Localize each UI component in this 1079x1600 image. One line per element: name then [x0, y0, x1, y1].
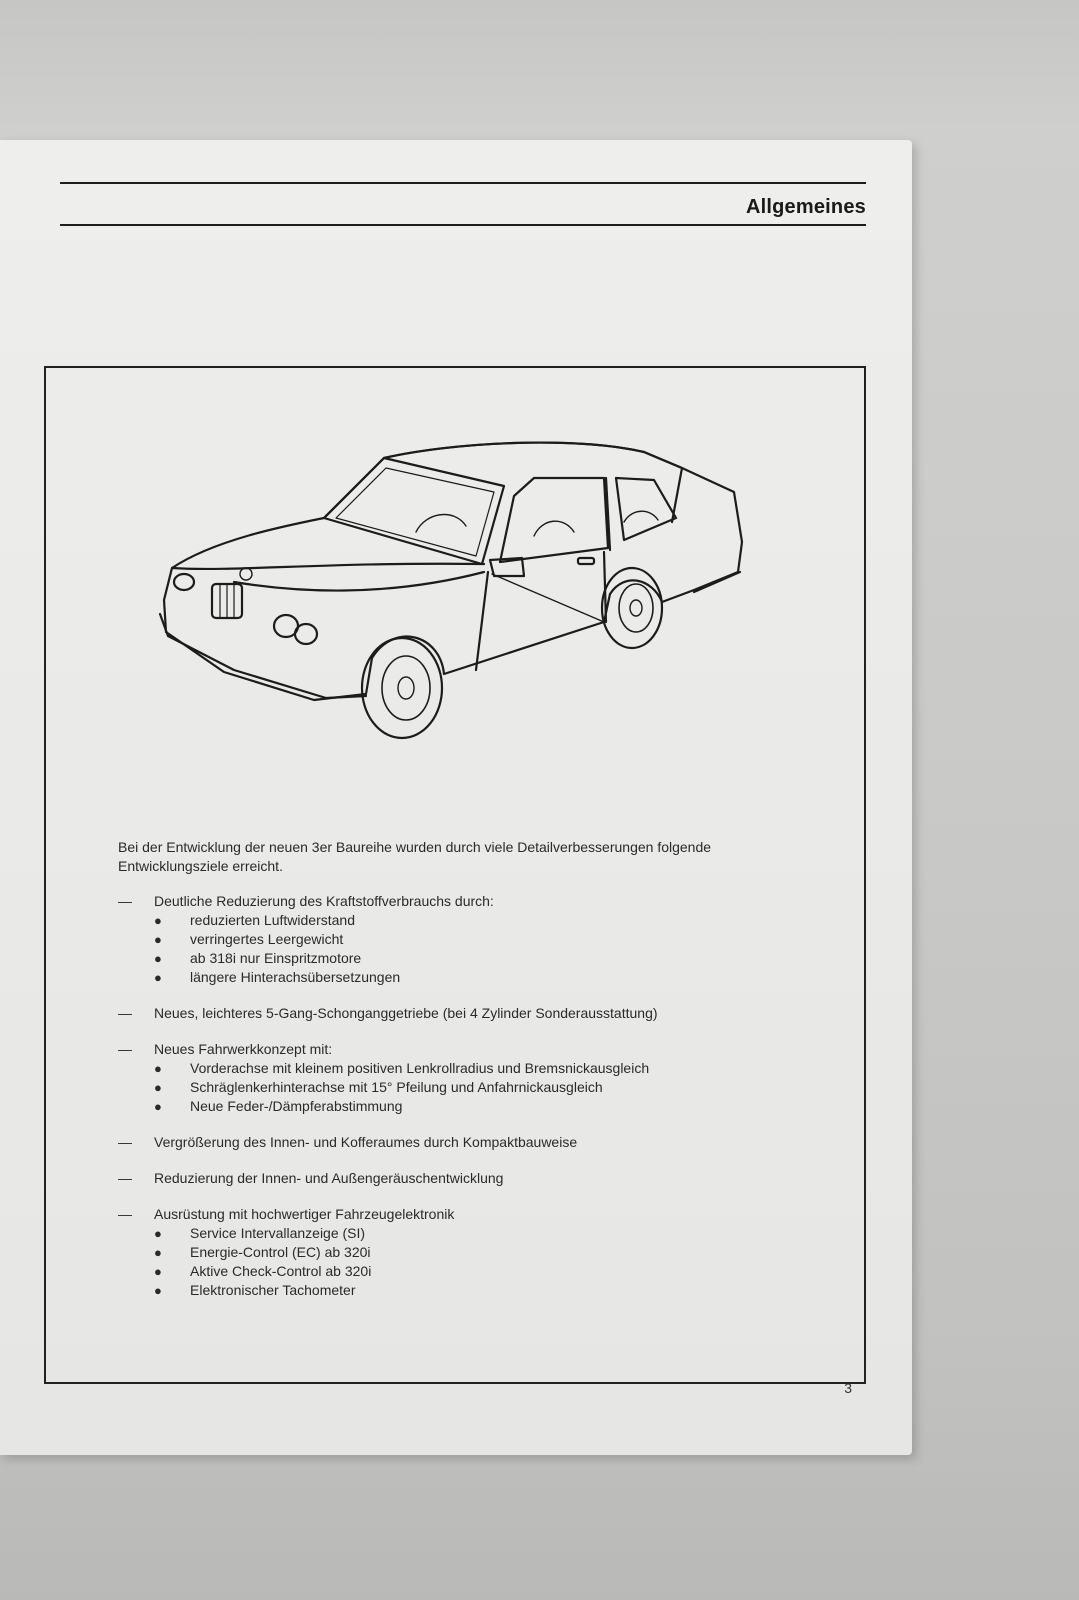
bullet-marker: ● [154, 970, 162, 985]
list-item [118, 1133, 838, 1152]
bullet-marker: ● [154, 1264, 162, 1279]
bullet-item [154, 1078, 838, 1097]
list-item [118, 1040, 838, 1116]
bullet-text: Schräglenkerhinterachse mit 15° Pfeilung und Anfahrnickausgleich [190, 1079, 603, 1095]
bullet-text: Service Intervallanzeige (SI) [190, 1225, 366, 1241]
bullet-item [154, 1059, 838, 1078]
page-number: 3 [844, 1380, 852, 1396]
bullet-text: ab 318i nur Einspritzmotore [190, 950, 362, 966]
dash-marker: — [118, 893, 132, 909]
bullet-marker: ● [154, 932, 162, 947]
bullet-marker: ● [154, 1226, 162, 1241]
content-frame [44, 366, 866, 1384]
list-item-text: Deutliche Reduzierung des Kraftstoffverbrauchs durch: [154, 893, 494, 909]
header-top-rule [60, 182, 866, 184]
list-item [118, 1169, 838, 1188]
bullet-item [154, 968, 838, 987]
dash-marker: — [118, 1170, 132, 1186]
list-item-text: Neues Fahrwerkkonzept mit: [154, 1041, 333, 1057]
bullet-marker: ● [154, 1099, 162, 1114]
bullet-text: Elektronischer Tachometer [190, 1282, 356, 1298]
list-item [118, 1205, 838, 1300]
bullet-item [154, 1281, 838, 1300]
car-illustration-icon [154, 422, 744, 752]
intro-paragraph: Bei der Entwicklung der neuen 3er Baureihe wurden durch viele Detailverbesserungen folgende Entwicklungsziele erreicht. [118, 839, 712, 874]
bullet-item [154, 949, 838, 968]
list-item-text: Vergrößerung des Innen- und Kofferaumes durch Kompaktbauweise [154, 1134, 578, 1150]
bullet-text: Neue Feder-/Dämpferabstimmung [190, 1098, 403, 1114]
bullet-item [154, 1097, 838, 1116]
list-item [118, 1004, 838, 1023]
header-bottom-rule [60, 224, 866, 226]
list-item [118, 892, 838, 987]
dash-marker: — [118, 1134, 132, 1150]
dash-marker: — [118, 1005, 132, 1021]
bullet-marker: ● [154, 913, 162, 928]
bullet-marker: ● [154, 1080, 162, 1095]
bullet-text: Energie-Control (EC) ab 320i [190, 1244, 371, 1260]
dash-marker: — [118, 1206, 132, 1222]
bullet-item [154, 930, 838, 949]
document-page [0, 140, 912, 1455]
list-item-text: Reduzierung der Innen- und Außengeräuschentwicklung [154, 1170, 504, 1186]
bullet-item [154, 1243, 838, 1262]
list-item-text: Ausrüstung mit hochwertiger Fahrzeugelektronik [154, 1206, 455, 1222]
bullet-text: reduzierten Luftwiderstand [190, 912, 355, 928]
text-block [118, 838, 838, 1317]
bullet-marker: ● [154, 1245, 162, 1260]
section-title: Allgemeines [745, 196, 866, 218]
bullet-marker: ● [154, 1061, 162, 1076]
bullet-item [154, 1262, 838, 1281]
bullet-text: Vorderachse mit kleinem positiven Lenkrollradius und Bremsnickausgleich [190, 1060, 650, 1076]
bullet-item [154, 911, 838, 930]
bullet-text: längere Hinterachsübersetzungen [190, 969, 401, 985]
dash-marker: — [118, 1041, 132, 1057]
bullet-text: verringertes Leergewicht [190, 931, 344, 947]
list-item-text: Neues, leichteres 5-Gang-Schonganggetriebe (bei 4 Zylinder Sonderausstattung) [154, 1005, 658, 1021]
bullet-item [154, 1224, 838, 1243]
bullet-marker: ● [154, 951, 162, 966]
bullet-marker: ● [154, 1283, 162, 1298]
bullet-text: Aktive Check-Control ab 320i [190, 1263, 372, 1279]
